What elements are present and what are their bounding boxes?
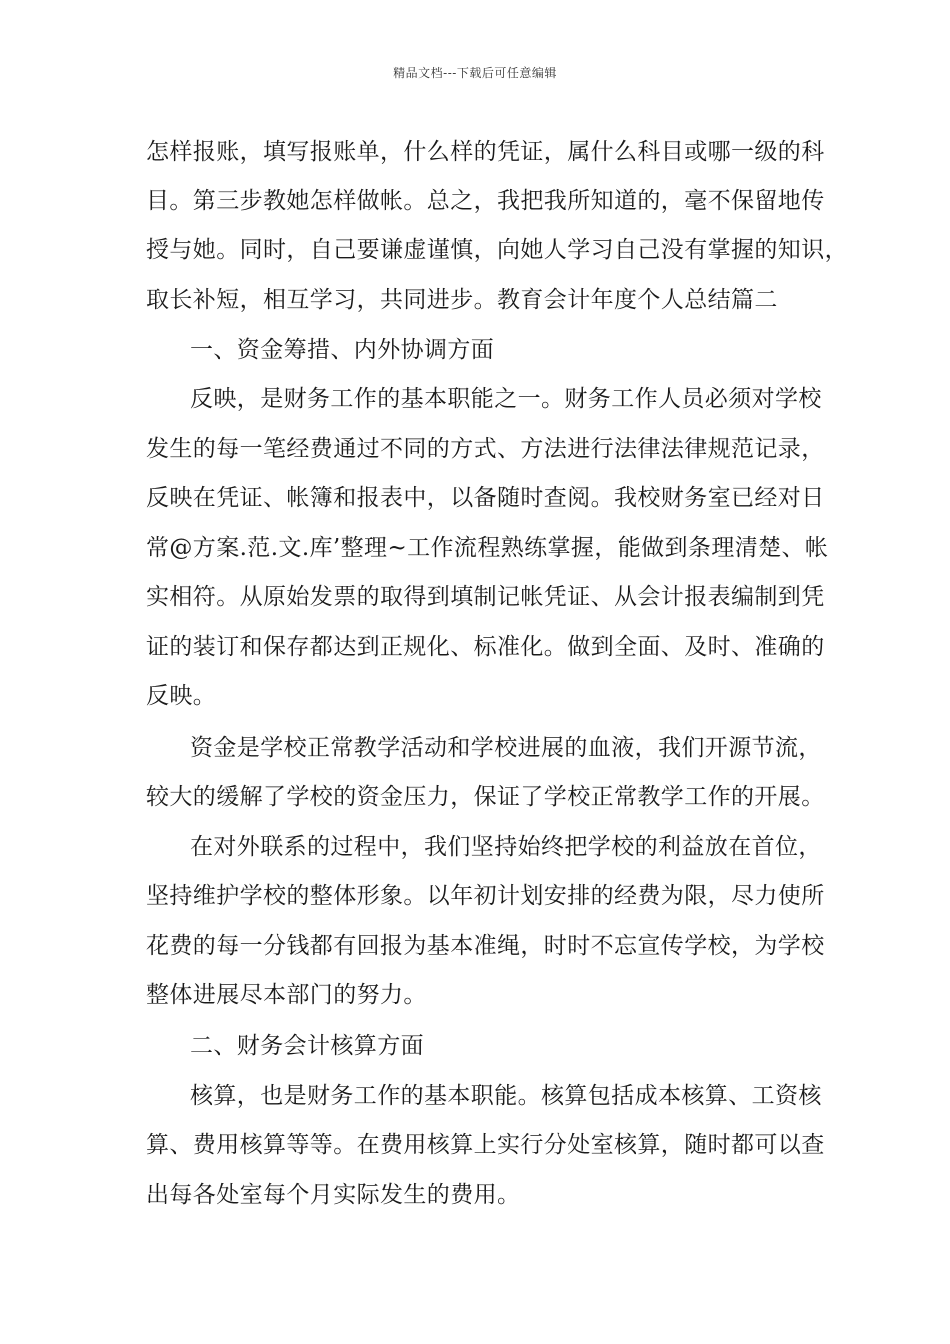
body-line: 取长补短，相互学习，共同进步。教育会计年度个人总结篇二 — [146, 287, 778, 313]
section-heading-2: 二、财务会计核算方面 — [190, 1033, 424, 1059]
section-heading-1: 一、资金筹措、内外协调方面 — [190, 337, 495, 363]
body-line: 反映。 — [146, 683, 217, 709]
body-line: 常@方案.范.文.库’整理~工作流程熟练掌握，能做到条理清楚、帐 — [146, 535, 829, 561]
paragraph-start: 在对外联系的过程中，我们坚持始终把学校的利益放在首位， — [190, 834, 822, 860]
body-line: 出每各处室每个月实际发生的费用。 — [146, 1182, 521, 1208]
paragraph-start: 反映，是财务工作的基本职能之一。财务工作人员必须对学校 — [190, 386, 822, 412]
body-line: 较大的缓解了学校的资金压力，保证了学校正常教学工作的开展。 — [146, 784, 825, 810]
body-line: 反映在凭证、帐簿和报表中，以备随时查阅。我校财务室已经对日 — [146, 485, 825, 511]
paragraph-start: 核算，也是财务工作的基本职能。核算包括成本核算、工资核 — [190, 1083, 822, 1109]
body-line: 坚持维护学校的整体形象。以年初计划安排的经费为限，尽力使所 — [146, 883, 825, 909]
page-header: 精品文档---下载后可任意编辑 — [393, 66, 557, 80]
body-line: 证的装订和保存都达到正规化、标准化。做到全面、及时、准确的 — [146, 634, 825, 660]
body-line: 授与她。同时，自己要谦虚谨慎，向她人学习自己没有掌握的知识， — [146, 237, 848, 263]
body-line: 怎样报账，填写报账单，什么样的凭证，属什么科目或哪一级的科 — [146, 139, 825, 165]
body-line: 整体进展尽本部门的努力。 — [146, 982, 427, 1008]
paragraph-start: 资金是学校正常教学活动和学校进展的血液，我们开源节流， — [190, 735, 822, 761]
body-line: 花费的每一分钱都有回报为基本准绳，时时不忘宣传学校，为学校 — [146, 933, 825, 959]
body-line: 实相符。从原始发票的取得到填制记帐凭证、从会计报表编制到凭 — [146, 584, 825, 610]
body-line: 算、费用核算等等。在费用核算上实行分处室核算，随时都可以查 — [146, 1132, 825, 1158]
body-line: 发生的每一笔经费通过不同的方式、方法进行法律法律规范记录， — [146, 436, 825, 462]
body-line: 目。第三步教她怎样做帐。总之，我把我所知道的，毫不保留地传 — [146, 188, 825, 214]
